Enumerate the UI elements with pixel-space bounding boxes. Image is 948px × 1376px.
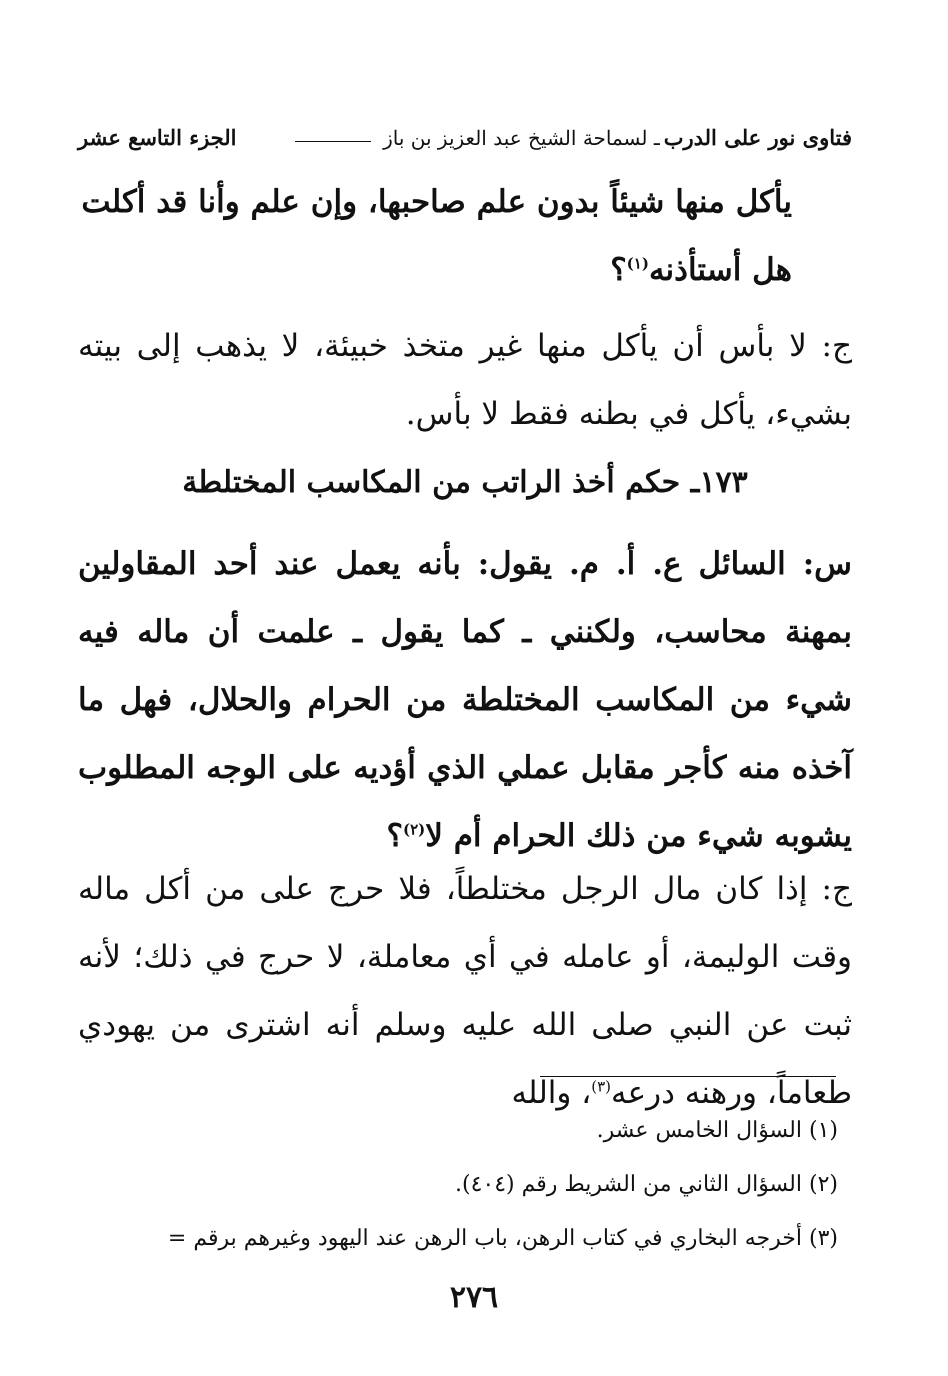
page-number: ٢٧٦	[449, 1280, 499, 1315]
answer-text: ج: إذا كان مال الرجل مختلطاً، فلا حرج على من أكل ماله وقت الوليمة، أو عامله في أي معاملة، لا حرج في ذلك؛ لأنه ثبت عن النبي صلى الله عليه وسلم أنه اشترى من يهودي طعاماً، ورهنه درعه	[78, 871, 852, 1111]
footnote-1: (١) السؤال الخامس عشر.	[596, 1118, 838, 1143]
question-tail-text: هل أستأذنه	[648, 252, 792, 288]
footnote-ref-1: (١)	[626, 254, 649, 273]
question-tail-line-1: يأكل منها شيئاً بدون علم صاحبها، وإن علم وأنا قد أكلت	[81, 184, 792, 220]
header-rule	[295, 141, 371, 142]
answer-continuation: ، والله	[511, 1075, 592, 1111]
question-paragraph-2	[78, 530, 852, 870]
author-name: ـ لسماحة الشيخ عبد العزيز بن باز	[383, 126, 660, 150]
part-label: الجزء التاسع عشر	[78, 125, 237, 150]
footnote-3: (٣) أخرجه البخاري في كتاب الرهن، باب الرهن عند اليهود وغيرهم برقم =	[167, 1226, 838, 1251]
question-mark: ؟	[610, 252, 627, 288]
section-heading: ١٧٣ـ حكم أخذ الراتب من المكاسب المختلطة	[182, 465, 748, 500]
question-mark: ؟	[386, 818, 403, 854]
answer-paragraph-1: ج: لا بأس أن يأكل منها غير متخذ خبيئة، لا يذهب إلى بيته بشيء، يأكل في بطنه فقط لا بأس.	[78, 328, 852, 432]
footnote-2: (٢) السؤال الثاني من الشريط رقم (٤٠٤).	[455, 1172, 838, 1197]
footnote-separator	[540, 1076, 836, 1077]
header-title-group	[295, 125, 852, 150]
previous-question-tail	[78, 168, 852, 304]
footnote-ref-2: (٢)	[402, 820, 426, 839]
question-text: س: السائل ع. أ. م. يقول: بأنه يعمل عند أحد المقاولين بمهنة محاسب، ولكنني ـ كما يقول ـ علمت أن ماله فيه شيء من المكاسب المختلطة من الحرام والحلال، فهل ما آخذه منه كأجر مقابل عملي الذي أؤديه على الوجه المطلوب يشوبه شيء من ذلك الحرام أم لا	[78, 546, 852, 854]
footnotes	[78, 1104, 838, 1266]
footnote-ref-3: (٣)	[591, 1077, 611, 1096]
answer-paragraph-2	[78, 855, 852, 1127]
question-tail-line-2	[78, 236, 792, 304]
book-title: فتاوى نور على الدرب	[663, 125, 852, 150]
running-header	[78, 116, 852, 150]
